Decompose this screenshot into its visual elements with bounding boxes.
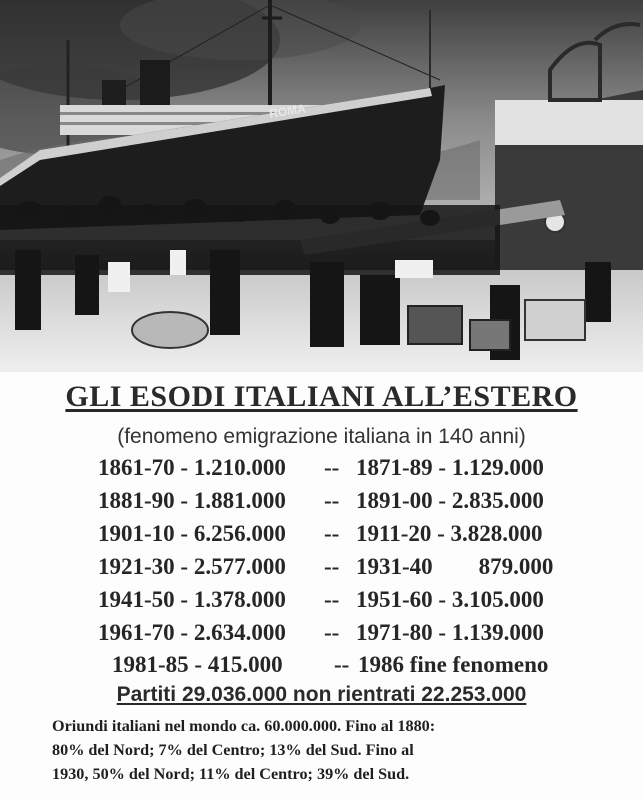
emigration-row [98, 620, 588, 650]
row-right-period: 1986 fine fenomeno [358, 652, 549, 677]
emigration-row [112, 652, 602, 682]
emigration-row [98, 455, 588, 485]
footnote [52, 714, 632, 786]
footnote-line: 80% del Nord; 7% del Centro; 13% del Sud. Fino al [52, 741, 414, 759]
row-right-period: 1931-40 879.000 [356, 554, 554, 579]
row-left-period: 1941-50 - 1.378.000 [98, 587, 286, 612]
emigration-row [98, 488, 588, 518]
row-right-period: 1871-89 - 1.129.000 [356, 455, 544, 480]
emigration-row [98, 587, 588, 617]
footnote-line: Oriundi italiani nel mondo ca. 60.000.000. Fino al 1880: [52, 717, 436, 735]
row-separator: -- [324, 455, 340, 480]
emigration-row [98, 554, 588, 584]
row-separator: -- [324, 587, 340, 612]
row-separator: -- [334, 652, 350, 677]
harbor-scene-illustration [0, 0, 643, 372]
row-separator: -- [324, 554, 340, 579]
row-separator: -- [324, 521, 340, 546]
row-left-period: 1921-30 - 2.577.000 [98, 554, 286, 579]
row-right-period: 1911-20 - 3.828.000 [356, 521, 543, 546]
totals-line: Partiti 29.036.000 non rientrati 22.253.000 [116, 683, 527, 706]
row-left-period: 1901-10 - 6.256.000 [98, 521, 286, 546]
page-title: GLI ESODI ITALIANI ALL’ESTERO [65, 380, 578, 413]
ship-name-label: ROMA [268, 101, 307, 121]
row-left-period: 1981-85 - 415.000 [112, 652, 283, 677]
emigrants-harbor-photo [0, 0, 643, 372]
emigration-row [98, 521, 588, 551]
row-right-period: 1891-00 - 2.835.000 [356, 488, 544, 513]
row-right-period: 1951-60 - 3.105.000 [356, 587, 544, 612]
row-separator: -- [324, 488, 340, 513]
page-subtitle: (fenomeno emigrazione italiana in 140 anni) [117, 425, 526, 448]
row-left-period: 1861-70 - 1.210.000 [98, 455, 286, 480]
row-right-period: 1971-80 - 1.139.000 [356, 620, 544, 645]
row-separator: -- [324, 620, 340, 645]
footnote-line: 1930, 50% del Nord; 11% del Centro; 39% del Sud. [52, 765, 410, 783]
row-left-period: 1961-70 - 2.634.000 [98, 620, 286, 645]
row-left-period: 1881-90 - 1.881.000 [98, 488, 286, 513]
